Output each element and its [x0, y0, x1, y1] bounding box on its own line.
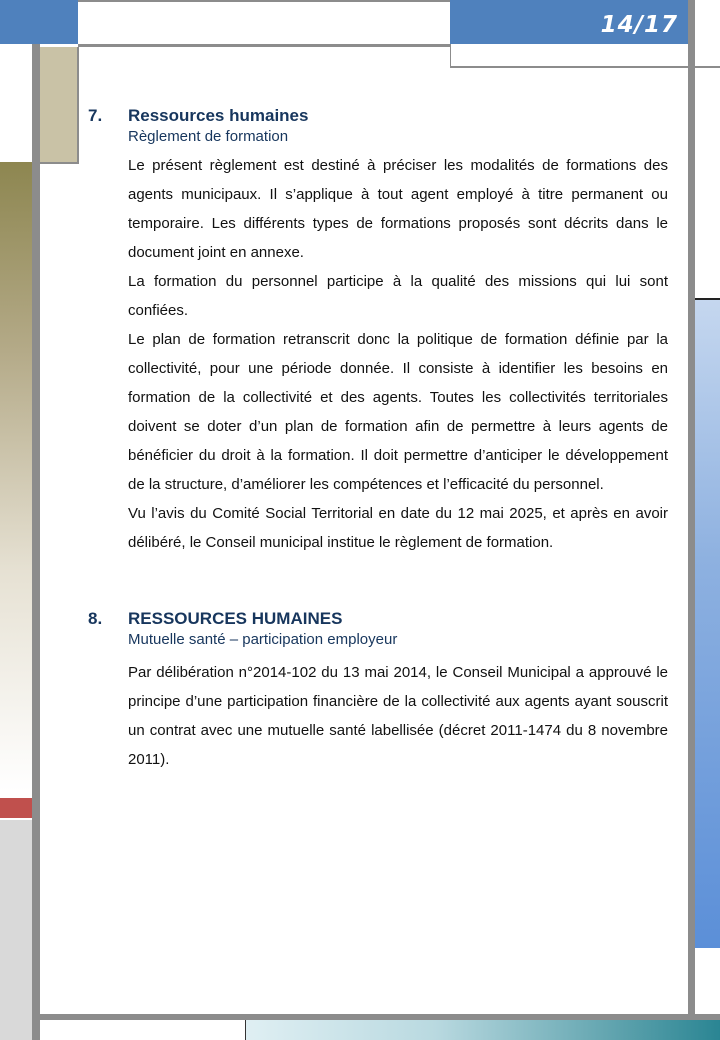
header-bottom-border	[78, 44, 450, 47]
header-top-border	[78, 0, 450, 2]
right-margin-blue-block	[695, 300, 720, 948]
header-left-blue-block	[0, 0, 78, 44]
paragraph: Le plan de formation retranscrit donc la politique de formation définie par la collectivité, pour une période donnée. Il consiste à identifier les besoins en formation de la collectivité et des agents. Toutes les collectivités territoriales doivent se doter d’un plan de formation afin de permettre à leurs agents de bénéficier du droit à la formation. Il doit permettre d’anticiper le développement de la structure, d’améliorer les compétences et l’efficacité du personnel.	[128, 331, 668, 493]
footer-white-block	[40, 1020, 246, 1040]
paragraph: Vu l’avis du Comité Social Territorial en date du 12 mai 2025, et après en avoir délibéré, le Conseil municipal institue le règlement de formation.	[128, 505, 668, 551]
section-title: RESSOURCES HUMAINES	[128, 609, 343, 628]
right-frame-line	[688, 0, 695, 1020]
section-title: Ressources humaines	[128, 106, 309, 125]
section-number: 8.	[88, 609, 103, 628]
paragraph: Le présent règlement est destiné à préciser les modalités de formations des agents municipaux. Il s’applique à tout agent employé à titre permanent ou temporaire. Les différents types de formations proposés sont décrits dans le document joint en annexe.	[128, 157, 668, 261]
section-heading	[88, 106, 668, 126]
footer-gradient-block	[246, 1020, 720, 1040]
section-7	[88, 106, 668, 557]
left-margin-gradient-block	[0, 162, 33, 792]
left-margin-white-block	[0, 44, 33, 162]
section-heading	[88, 609, 668, 629]
document-body	[88, 106, 668, 774]
section-subtitle: Mutuelle santé – participation employeur	[128, 631, 398, 648]
paragraph: Par délibération n°2014-102 du 13 mai 2014, le Conseil Municipal a approuvé le principe d’une participation financière de la collectivité aux agents ayant souscrit un contrat avec une mutuelle santé labellisée (décret 2011-1474 du 8 novembre 2011).	[128, 664, 668, 768]
left-frame-line	[32, 44, 40, 1040]
section-8	[88, 609, 668, 774]
section-subtitle: Règlement de formation	[128, 128, 289, 145]
section-number: 7.	[88, 106, 103, 125]
left-margin-red-block	[0, 798, 32, 818]
left-margin-gray-block	[0, 820, 33, 1040]
paragraph: La formation du personnel participe à la qualité des missions qui lui sont confiées.	[128, 273, 668, 319]
page-number-box-outline	[450, 44, 720, 68]
page-number: 14/17	[600, 12, 678, 38]
left-tan-block	[40, 47, 79, 164]
right-margin-top-white	[695, 0, 720, 44]
